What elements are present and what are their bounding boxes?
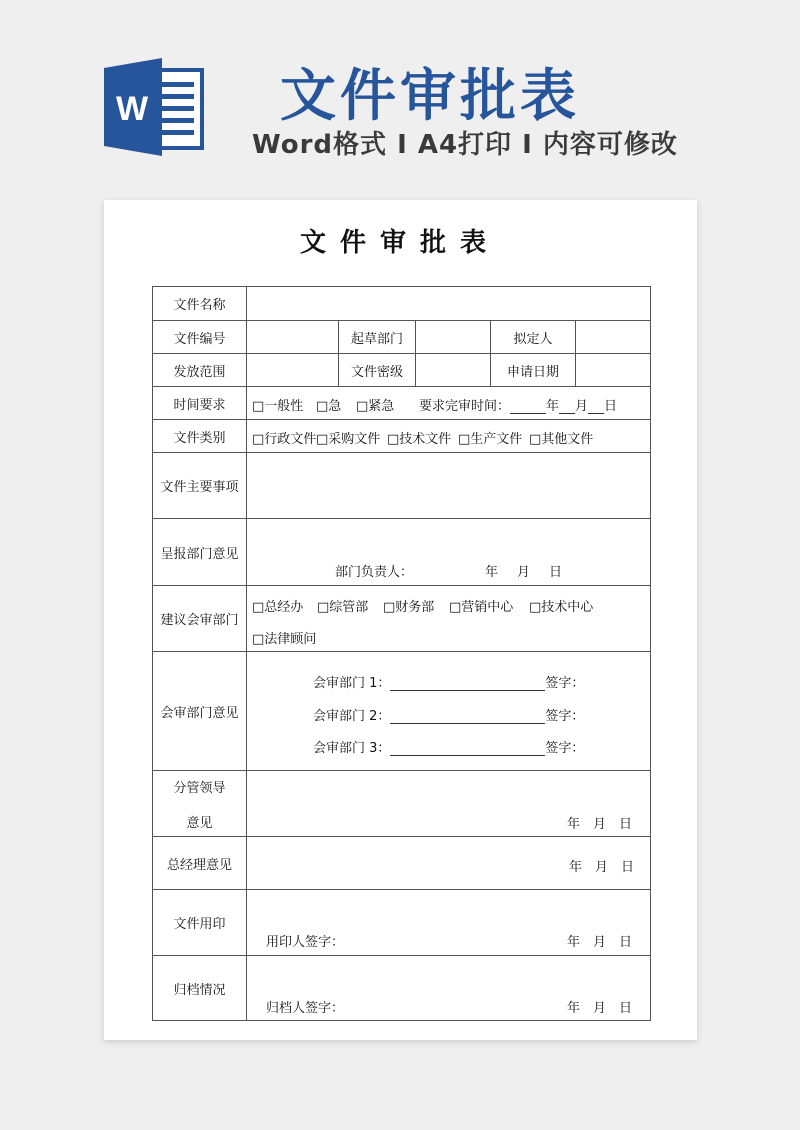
deadline-label: 要求完审时间： [419, 399, 511, 414]
review-line-2[interactable] [313, 705, 584, 724]
label-scope: 发放范围 [152, 353, 247, 387]
label-leader-line1: 分管领导 [173, 780, 226, 796]
label-main: 文件主要事项 [152, 452, 247, 519]
label-gm: 总经理意见 [152, 836, 247, 890]
gm-month: 月 [595, 860, 609, 875]
gm-year: 年 [569, 860, 583, 875]
label-apply-date: 申请日期 [490, 353, 576, 387]
sign-label: 签字： [545, 676, 585, 691]
sign-label: 签字： [545, 709, 585, 724]
leader-month: 月 [593, 817, 607, 832]
checkbox-purchase[interactable]: □采购文件 [316, 432, 381, 447]
checkbox-gm-office[interactable]: □总经办 [252, 600, 304, 615]
day-label: 日 [604, 399, 618, 414]
checkbox-tech-center[interactable]: □技术中心 [529, 600, 594, 615]
label-name: 文件名称 [152, 286, 247, 321]
review-label-2: 会审部门 2： [313, 709, 391, 724]
label-suggest: 建议会审部门 [152, 585, 247, 652]
month-label: 月 [575, 399, 589, 414]
label-report: 呈报部门意见 [152, 518, 247, 586]
label-secret: 文件密级 [338, 353, 416, 387]
checkbox-general-mgmt[interactable]: □综管部 [317, 600, 369, 615]
label-drafter: 拟定人 [490, 320, 576, 354]
archive-signer: 归档人签字： [266, 1001, 345, 1016]
report-year: 年 [485, 565, 499, 580]
secret-field[interactable] [415, 353, 491, 387]
seal-month: 月 [593, 935, 607, 950]
svg-text:W: W [115, 90, 149, 128]
name-field[interactable] [246, 286, 651, 321]
archive-month: 月 [593, 1001, 607, 1016]
seal-signer: 用印人签字： [266, 935, 345, 950]
seal-year: 年 [567, 935, 581, 950]
checkbox-admin[interactable]: □行政文件 [252, 432, 317, 447]
document-title: 文件审批表 [299, 228, 500, 258]
checkbox-normal[interactable]: □一般性 [252, 399, 304, 414]
banner-subtitle: Word格式 I A4打印 I 内容可修改 [252, 130, 678, 160]
banner-title: 文件审批表 [280, 64, 580, 129]
archive-year: 年 [567, 1001, 581, 1016]
draft-dept-field[interactable] [415, 320, 491, 354]
number-field[interactable] [246, 320, 339, 354]
scope-field[interactable] [246, 353, 339, 387]
report-month: 月 [517, 565, 531, 580]
label-number: 文件编号 [152, 320, 247, 354]
label-draft-dept: 起草部门 [338, 320, 416, 354]
checkbox-urgent[interactable]: □急 [316, 399, 342, 414]
deadline-field[interactable] [419, 395, 617, 414]
checkbox-other[interactable]: □其他文件 [529, 432, 594, 447]
main-field[interactable] [246, 452, 651, 519]
checkbox-marketing[interactable]: □营销中心 [449, 600, 514, 615]
label-time-req: 时间要求 [152, 386, 247, 420]
leader-field[interactable] [246, 770, 651, 837]
checkbox-tech[interactable]: □技术文件 [387, 432, 452, 447]
checkbox-production[interactable]: □生产文件 [458, 432, 523, 447]
report-signer: 部门负责人： [335, 565, 414, 580]
apply-date-field[interactable] [575, 353, 651, 387]
label-review: 会审部门意见 [152, 651, 247, 771]
review-line-1[interactable] [313, 672, 584, 691]
gm-day: 日 [621, 860, 635, 875]
report-field[interactable] [246, 518, 651, 586]
seal-day: 日 [619, 935, 633, 950]
word-logo-icon [104, 58, 204, 156]
report-day: 日 [549, 565, 563, 580]
label-seal: 文件用印 [152, 889, 247, 956]
review-line-3[interactable] [313, 737, 584, 756]
checkbox-legal[interactable]: □法律顾问 [252, 632, 317, 647]
checkbox-very-urgent[interactable]: □紧急 [356, 399, 395, 414]
drafter-field[interactable] [575, 320, 651, 354]
label-leader-line2: 意见 [186, 815, 213, 831]
label-category: 文件类别 [152, 419, 247, 453]
label-archive: 归档情况 [152, 955, 247, 1021]
checkbox-finance[interactable]: □财务部 [383, 600, 435, 615]
label-leader [152, 770, 247, 837]
review-label-1: 会审部门 1： [313, 676, 391, 691]
archive-day: 日 [619, 1001, 633, 1016]
leader-day: 日 [619, 817, 633, 832]
year-label: 年 [546, 399, 560, 414]
gm-field[interactable] [246, 836, 651, 890]
review-label-3: 会审部门 3： [313, 741, 391, 756]
leader-year: 年 [567, 817, 581, 832]
sign-label: 签字： [545, 741, 585, 756]
